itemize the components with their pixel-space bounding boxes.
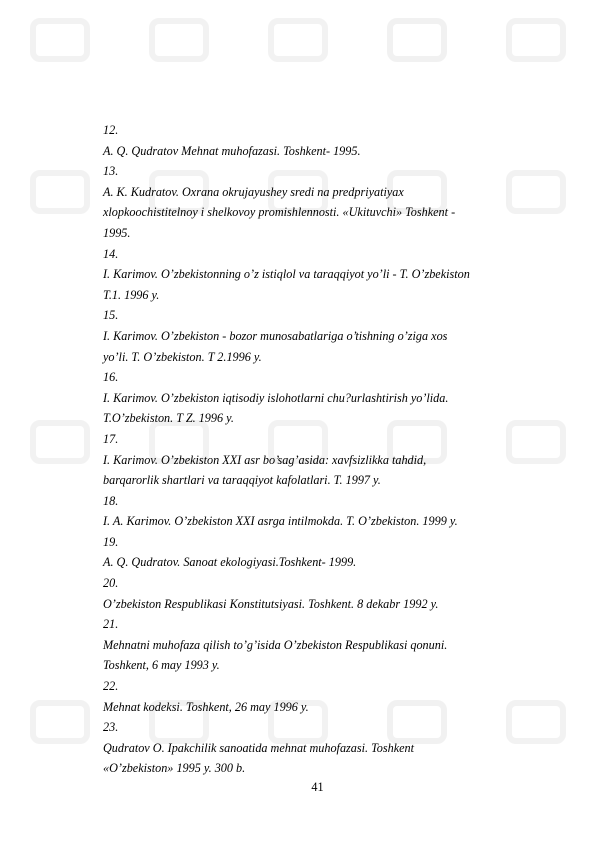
- reference-text-line: Mehnatni muhofaza qilish to’g’isida O’zbekiston Respublikasi qonuni.: [103, 637, 448, 652]
- reference-text-line: yo’li. T. O’zbekiston. T 2.1996 y.: [103, 349, 262, 364]
- reference-text-line: «O’zbekiston» 1995 y. 300 b.: [103, 761, 246, 776]
- reference-text-line: I. Karimov. O’zbekistonning o’z istiqlol va taraqqiyot yo’li - T. O’zbekiston: [103, 267, 470, 282]
- reference-number: 22.: [103, 679, 119, 694]
- reference-item: [103, 614, 563, 676]
- reference-number: 17.: [103, 431, 119, 446]
- reference-text-line: I. A. Karimov. O’zbekiston XXI asrga intilmokda. T. O’zbekiston. 1999 y.: [103, 514, 458, 529]
- reference-text-line: I. Karimov. O’zbekiston XXI asr bo’sag’asida: xavfsizlikka tahdid,: [103, 452, 427, 467]
- watermark-row: [0, 18, 595, 62]
- reference-text-line: Mehnat kodeksi. Toshkent, 26 may 1996 y.: [103, 699, 309, 714]
- reference-text-line: A. Q. Qudratov. Sanoat ekologiyasi.Toshkent- 1999.: [103, 555, 357, 570]
- reference-number: 21.: [103, 617, 119, 632]
- watermark-icon: [30, 170, 90, 214]
- reference-item: [103, 161, 563, 243]
- reference-item: [103, 367, 563, 429]
- reference-text-line: A. Q. Qudratov Mehnat muhofazasi. Toshkent- 1995.: [103, 143, 361, 158]
- reference-text-line: I. Karimov. O’zbekiston - bozor munosabatlariga o’tishning o’ziga xos: [103, 328, 448, 343]
- watermark-icon: [30, 700, 90, 744]
- reference-item: [103, 305, 563, 367]
- reference-text-line: T.O’zbekiston. T Z. 1996 y.: [103, 411, 234, 426]
- watermark-icon: [387, 18, 447, 62]
- reference-number: 23.: [103, 720, 119, 735]
- reference-item: [103, 429, 563, 491]
- watermark-icon: [30, 420, 90, 464]
- reference-number: 19.: [103, 534, 119, 549]
- reference-number: 15.: [103, 308, 119, 323]
- watermark-icon: [149, 18, 209, 62]
- reference-text-line: xlopkoochistitelnoy i shelkovoy promishlennosti. «Ukituvchi» Toshkent -: [103, 205, 456, 220]
- reference-text-line: I. Karimov. O’zbekiston iqtisodiy islohotlarni chu?urlashtirish yo’lida.: [103, 390, 449, 405]
- reference-text-line: Qudratov O. Ipakchilik sanoatida mehnat muhofazasi. Toshkent: [103, 740, 414, 755]
- reference-item: [103, 532, 563, 573]
- reference-item: [103, 491, 563, 532]
- reference-number: 16.: [103, 370, 119, 385]
- reference-number: 14.: [103, 246, 119, 261]
- watermark-icon: [30, 18, 90, 62]
- reference-number: 12.: [103, 123, 119, 137]
- reference-text-line: barqarorlik shartlari va taraqqiyot kafolatlari. T. 1997 y.: [103, 473, 381, 488]
- reference-number: 18.: [103, 493, 119, 508]
- reference-item: [103, 244, 563, 306]
- reference-text-line: Toshkent, 6 may 1993 y.: [103, 658, 220, 673]
- watermark-icon: [506, 18, 566, 62]
- reference-text-line: T.1. 1996 y.: [103, 287, 160, 302]
- reference-item: [103, 676, 563, 717]
- reference-item: [103, 717, 563, 779]
- reference-text-line: A. K. Kudratov. Oxrana okrujayushey sredi na predpriyatiyax: [103, 184, 404, 199]
- reference-item: [103, 120, 563, 161]
- watermark-icon: [268, 18, 328, 62]
- reference-number: 20.: [103, 576, 119, 591]
- reference-text-line: 1995.: [103, 225, 131, 240]
- page-number: 41: [311, 780, 324, 794]
- reference-item: [103, 573, 563, 614]
- reference-number: 13.: [103, 164, 119, 179]
- reference-list: [103, 120, 563, 779]
- reference-text-line: O’zbekiston Respublikasi Konstitutsiyasi. Toshkent. 8 dekabr 1992 y.: [103, 596, 439, 611]
